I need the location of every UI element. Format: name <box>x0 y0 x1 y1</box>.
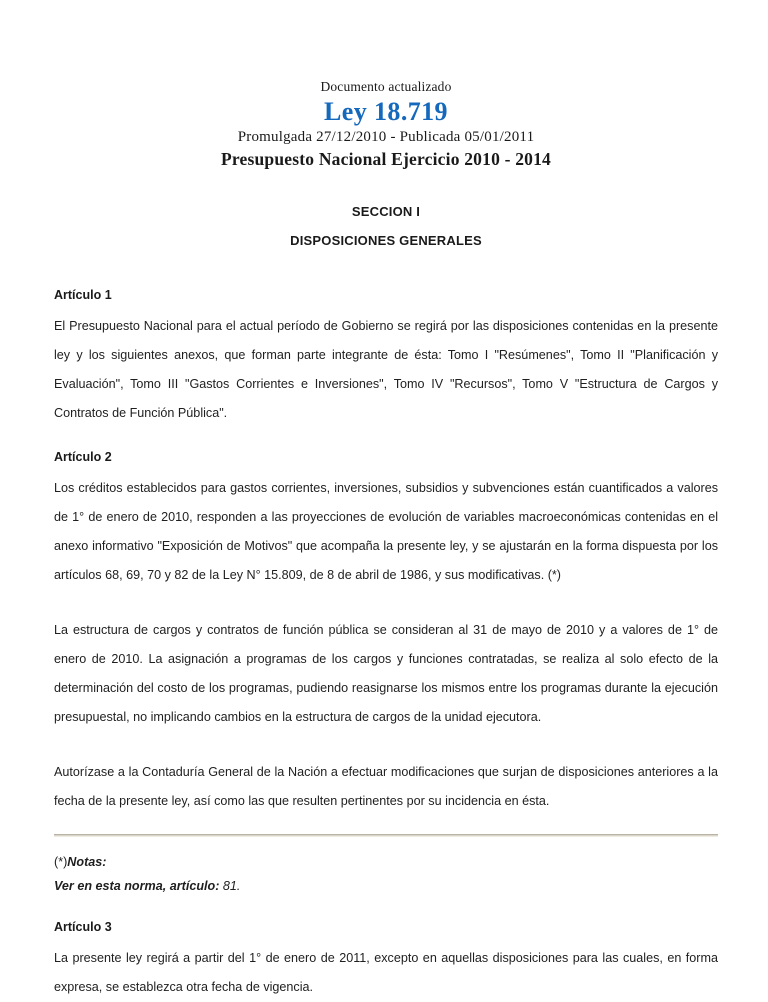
article-1-paragraph-1: El Presupuesto Nacional para el actual período de Gobierno se regirá por las disposiciones contenidas en la presente ley y los siguientes anexos, que forman parte integrante de ésta: Tomo I "Resúmenes", Tomo II "Planificación y Evaluación", Tomo III "Gastos Corrientes e Inversiones", Tomo IV "Recursos", Tomo V "Estructura de Cargos y Contratos de Función Pública". <box>54 319 718 420</box>
article-heading-3: Artículo 3 <box>54 920 112 934</box>
article-2-paragraph-1: Los créditos establecidos para gastos corrientes, inversiones, subsidios y subvenciones están cuantificados a valores de 1° de enero de 2010, responden a las proyecciones de evolución de variables macroeconómicas contenidas en el anexo informativo "Exposición de Motivos" que acompaña la presente ley, y se ajustarán en la forma dispuesta por los artículos 68, 69, 70 y 82 de la Ley N° 15.809, de 8 de abril de 1986, y sus modificativas. (*) <box>54 481 718 582</box>
section-number-heading: SECCION I <box>351 204 421 219</box>
law-number-title: Ley 18.719 <box>324 97 448 126</box>
document-body <box>54 287 718 1002</box>
notes-reference-value <box>219 879 240 893</box>
notes-title-line <box>54 850 718 874</box>
article-heading-2: Artículo 2 <box>54 450 112 464</box>
notes-reference-line <box>54 874 718 898</box>
notes-block <box>54 850 718 898</box>
spacer <box>54 428 718 449</box>
notes-reference-label: Ver en esta norma, artículo: <box>54 879 220 893</box>
notes-reference-number: 81. <box>222 879 241 893</box>
article-block-1 <box>54 287 718 428</box>
spacer <box>54 590 718 616</box>
spacer <box>54 732 718 758</box>
article-2-paragraph-2: La estructura de cargos y contratos de función pública se consideran al 31 de mayo de 2010 y a valores de 1° de enero de 2010. La asignación a programas de los cargos y funciones contratadas, se realiza al solo efecto de la determinación del costo de los programas, pudiendo reasignarse los mismos entre los programas durante la ejecución presupuestal, no implicando cambios en la estructura de cargos de la unidad ejecutora. <box>54 623 718 724</box>
article-3-paragraph-1: La presente ley regirá a partir del 1° de enero de 2011, excepto en aquellas disposiciones para las cuales, en forma expresa, se establezca otra fecha de vigencia. <box>54 951 718 994</box>
spacer <box>54 898 718 919</box>
article-block-3 <box>54 919 718 1002</box>
notes-divider <box>54 834 718 837</box>
notes-title: Notas: <box>67 855 107 869</box>
article-block-2 <box>54 449 718 816</box>
article-heading-1: Artículo 1 <box>54 288 112 302</box>
notes-marker: (*) <box>54 855 68 869</box>
document-subtitle: Presupuesto Nacional Ejercicio 2010 - 2014 <box>220 149 551 169</box>
document-masthead <box>54 78 718 170</box>
section-name-heading: DISPOSICIONES GENERALES <box>290 233 482 248</box>
article-2-paragraph-3: Autorízase a la Contaduría General de la Nación a efectuar modificaciones que surjan de disposiciones anteriores a la fecha de la presente ley, así como las que resulten pertinentes por su incidencia en ésta. <box>54 765 718 808</box>
document-updated-label: Documento actualizado <box>320 79 452 94</box>
promulgation-dates: Promulgada 27/12/2010 - Publicada 05/01/2011 <box>237 129 535 145</box>
section-heading-block <box>54 197 718 255</box>
